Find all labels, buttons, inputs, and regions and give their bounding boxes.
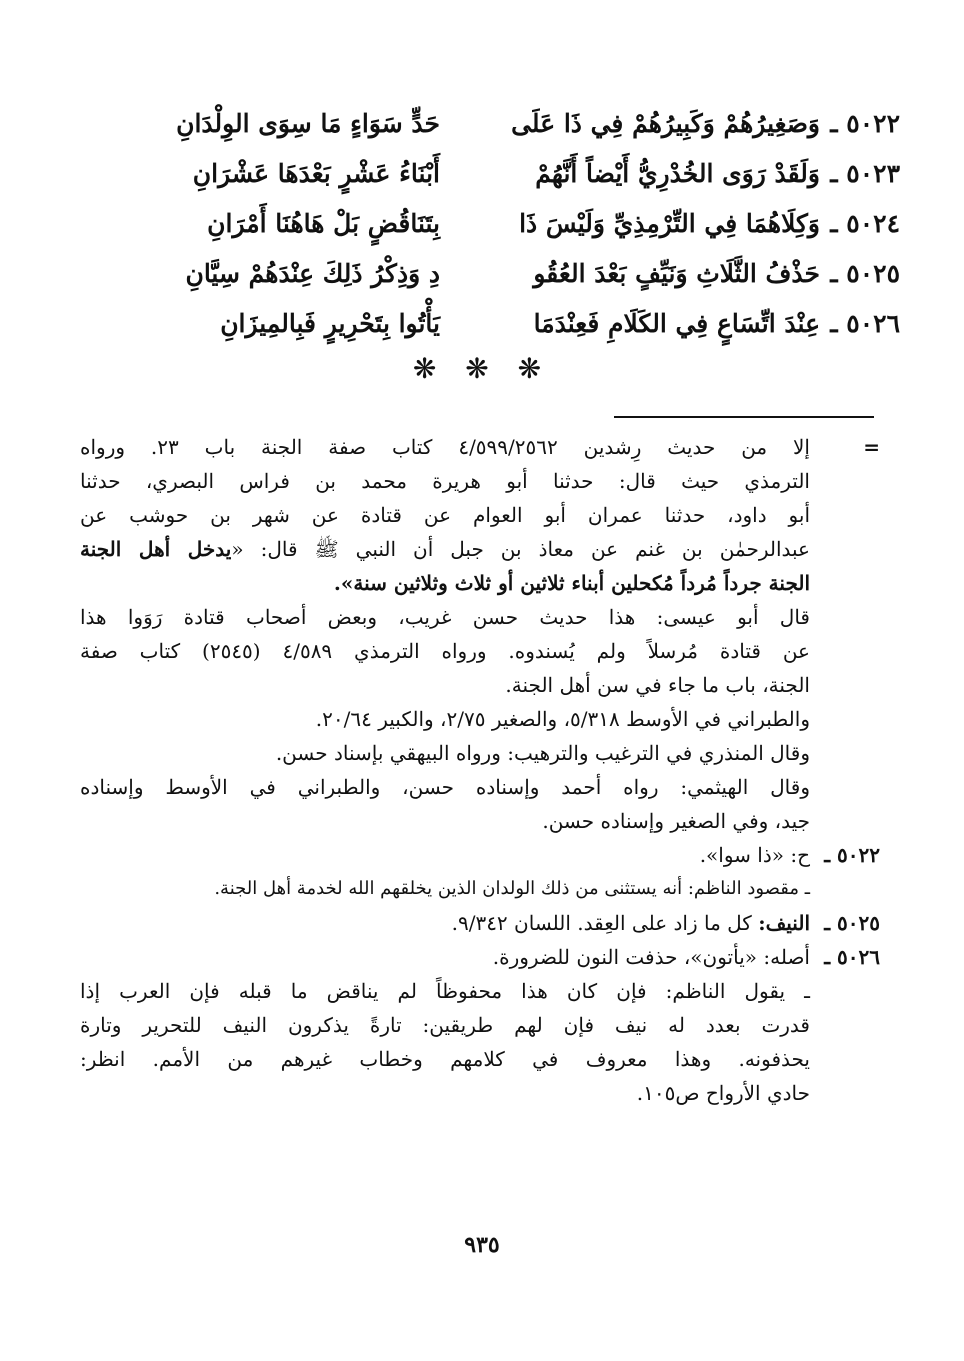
verse-second-hemistich: يَأْتُوا بِتَحْرِيرٍ فَبِالمِيزَانِ bbox=[220, 308, 440, 338]
verse-first-hemistich: وَصَغِيرُهُمْ وَكَبِيرُهُمْ فِي ذَا عَلَى bbox=[511, 108, 820, 138]
verse-number: ٥٠٢٦ ـ bbox=[830, 308, 900, 338]
footnotes bbox=[80, 430, 880, 1110]
verse-second-hemistich: دِ وَذِكْرُ ذَلِكَ عِنْدَهُمْ سِيَّانِ bbox=[185, 258, 440, 288]
footnote-5025: ٥٠٢٥ ـالنيف: كل ما زاد على العِقد. اللسان ٩/٣٤٢. bbox=[80, 906, 880, 940]
footnote-line: والطبراني في الأوسط ٥/٣١٨، والصغير ٢/٧٥، والكبير ٢٠/٦٤. bbox=[315, 707, 810, 731]
verse-5026 bbox=[60, 298, 900, 348]
verse-number: ٥٠٢٤ ـ bbox=[830, 208, 900, 238]
footnote-line: ـ مقصود الناظم: أنه يستثنى من ذلك الولدان الذين يخلقهم الله لخدمة أهل الجنة. bbox=[214, 878, 810, 899]
footnote-line: عن قتادة مُرسلاً ولم يُسندوه. ورواه الترمذي ٤/٥٨٩ (٢٥٤٥) كتاب صفة bbox=[80, 639, 810, 663]
verse-first-hemistich: عِنْدَ اتِّسَاعٍ فِي الكَلَامِ فَعِنْدَمَا bbox=[533, 308, 820, 338]
verse-second-hemistich: حَدٍّ سَوَاءٍ مَا سِوَى الوِلْدَانِ bbox=[176, 108, 440, 138]
verse-block bbox=[60, 98, 900, 348]
verse-5022 bbox=[60, 98, 900, 148]
section-ornament: ❋ ❋ ❋ bbox=[412, 352, 552, 385]
footnote-line: وقال المنذري في الترغيب والترهيب: ورواه البيهقي بإسناد حسن. bbox=[275, 741, 810, 765]
footnote-line: يحذفونه. وهذا معروف في كلامهم وخطاب غيرهم من الأمم. انظر: bbox=[80, 1047, 810, 1071]
verse-5024 bbox=[60, 198, 900, 248]
footnote-line: جيد، وفي الصغير وإسناده حسن. bbox=[542, 809, 810, 833]
verse-5023 bbox=[60, 148, 900, 198]
footnote-line: أبو داود، حدثنا عمران أبو العوام عن قتادة عن شهر بن حوشب عن bbox=[80, 503, 810, 527]
footnote-5026: ٥٠٢٦ ـأصله: «يأتون»، حذفت النون للضرورة. bbox=[80, 940, 880, 974]
footnote-line: وقال الهيثمي: رواه أحمد وإسناده حسن، والطبراني في الأوسط وإسناده bbox=[80, 775, 810, 799]
footnote-line: قال أبو عيسى: هذا حديث حسن غريب، وبعض أصحاب قتادة رَوَوا هذا bbox=[80, 605, 810, 629]
verse-second-hemistich: أَبْنَاءُ عَشْرٍ بَعْدَهَا عَشْرَانِ bbox=[192, 158, 440, 188]
footnote-number: ٥٠٢٥ ـ bbox=[824, 911, 880, 935]
footnote-5022: ٥٠٢٢ ـح: «ذا سوا». bbox=[80, 838, 880, 872]
footnote-line: الجنة جرداً مُرداً مُكحلين أبناء ثلاثين أو ثلاث وثلاثين سنة». bbox=[333, 571, 810, 595]
footnote-line: الجنة، باب ما جاء في سن أهل الجنة. bbox=[505, 673, 810, 697]
verse-number: ٥٠٢٣ ـ bbox=[830, 158, 900, 188]
footnote-line: =إلا من حديث رِشدين ٤/٥٩٩/٢٥٦٢ كتاب صفة الجنة باب ٢٣. ورواه bbox=[80, 430, 880, 464]
footnote-line: ـ يقول الناظم: فإن كان هذا محفوظاً لم يناقض ما قبله فإن العرب إذا bbox=[80, 979, 810, 1003]
verse-first-hemistich: وَكِلَاهُمَا فِي التِّرْمِذِيِّ وَلَيْسَ ذَا bbox=[519, 208, 820, 238]
page-number: ٩٣٥ bbox=[464, 1232, 500, 1258]
continuation-marker: = bbox=[863, 435, 880, 459]
verse-first-hemistich: وَلَقَدْ رَوَى الخُدْرِيُّ أَيْضاً أَنَّهُمْ bbox=[535, 158, 820, 188]
verse-number: ٥٠٢٥ ـ bbox=[830, 258, 900, 288]
verse-second-hemistich: بِتَنَاقُضٍ بَلْ هَاهُنَا أَمْرَانِ bbox=[207, 208, 440, 238]
verse-5025 bbox=[60, 248, 900, 298]
footnote-line: عبدالرحمٰن بن غنم عن معاذ بن جبل أن النبي ﷺ قال: «يدخل أهل الجنة bbox=[80, 537, 810, 561]
footnote-line: الترمذي حيث قال: حدثنا أبو هريرة محمد بن فراس البصري، حدثنا bbox=[80, 469, 810, 493]
footnote-divider bbox=[614, 416, 874, 418]
footnote-number: ٥٠٢٢ ـ bbox=[824, 843, 880, 867]
verse-number: ٥٠٢٢ ـ bbox=[830, 108, 900, 138]
verse-first-hemistich: حَذْفُ الثَّلَاثِ وَنَيِّفٍ بَعْدَ العُقُو bbox=[533, 258, 820, 288]
footnote-number: ٥٠٢٦ ـ bbox=[824, 945, 880, 969]
footnote-line: حادي الأرواح ص١٠٥. bbox=[636, 1081, 810, 1105]
footnote-line: قدرت بعدد له نيف فإن لهم طريقين: تارةً يذكرون النيف للتحرير وتارة bbox=[80, 1013, 810, 1037]
